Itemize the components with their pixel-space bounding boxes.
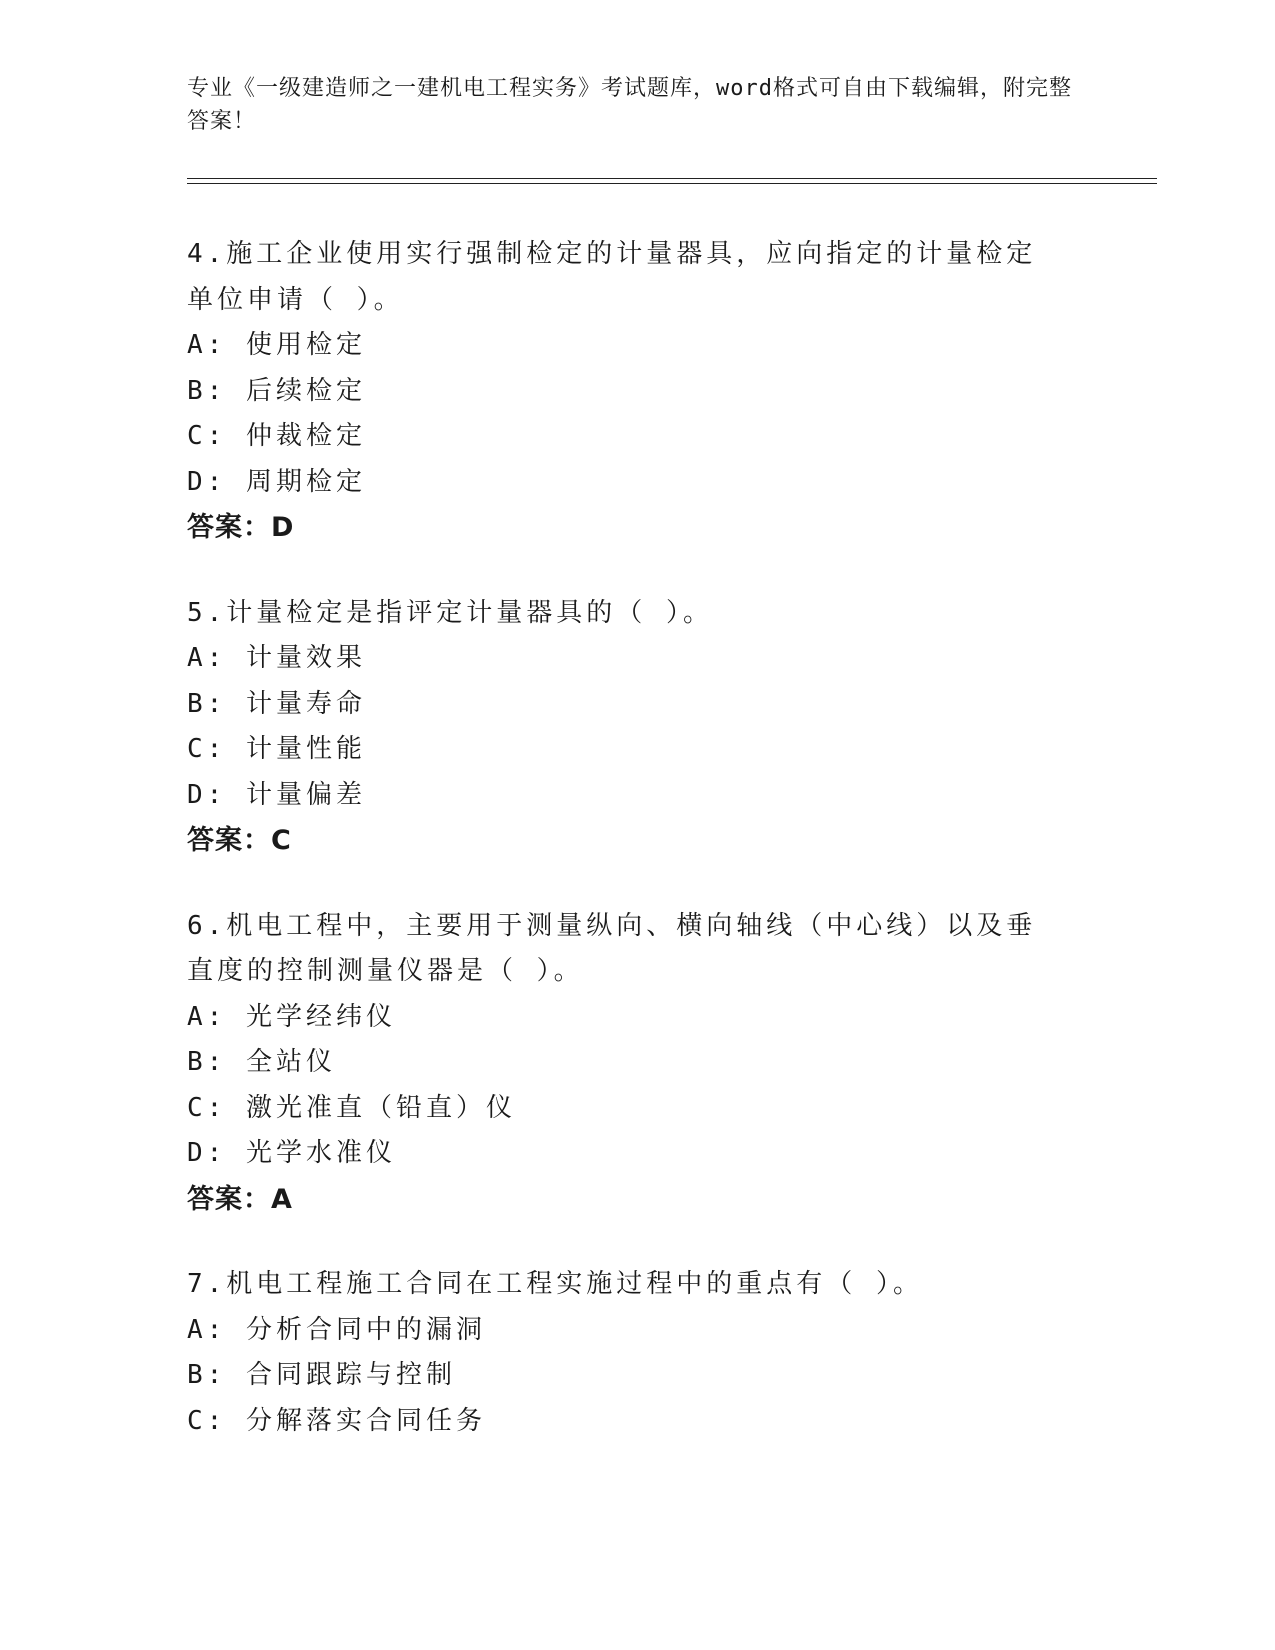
question-text: 4.施工企业使用实行强制检定的计量器具，应向指定的计量检定单位申请（ ）。 (187, 239, 1037, 315)
option-b: B: 计量寿命 (187, 688, 366, 719)
option-c: C: 激光准直（铅直）仪 (187, 1092, 516, 1123)
question-list (187, 232, 1087, 1484)
answer-line: 答案：D (187, 512, 295, 543)
question-text: 6.机电工程中，主要用于测量纵向、横向轴线（中心线）以及垂直度的控制测量仪器是（ ）。 (187, 910, 1037, 986)
question-item (187, 1262, 1087, 1444)
option-c: C: 仲裁检定 (187, 421, 366, 451)
option-d: D: 计量偏差 (187, 779, 366, 810)
question-text: 5.计量检定是指评定计量器具的（ ）。 (187, 597, 713, 628)
option-b: B: 后续检定 (187, 375, 366, 406)
option-c: C: 分解落实合同任务 (187, 1405, 486, 1436)
option-b: B: 全站仪 (187, 1047, 336, 1077)
question-text: 7.机电工程施工合同在工程实施过程中的重点有（ ）。 (187, 1269, 923, 1299)
answer-line: 答案：C (187, 825, 292, 856)
option-a: A: 光学经纬仪 (187, 1001, 396, 1032)
option-d: D: 周期检定 (187, 466, 366, 497)
option-a: A: 计量效果 (187, 643, 366, 673)
option-a: A: 使用检定 (187, 330, 366, 360)
answer-line: 答案：A (187, 1183, 293, 1215)
document-intro: 专业《一级建造师之一建机电工程实务》考试题库，word格式可自由下载编辑，附完整答案！ (187, 76, 1072, 134)
option-a: A: 分析合同中的漏洞 (187, 1314, 486, 1345)
question-item (187, 232, 1087, 551)
question-item (187, 904, 1087, 1223)
question-item (187, 591, 1087, 864)
option-d: D: 光学水准仪 (187, 1138, 396, 1168)
option-c: C: 计量性能 (187, 734, 366, 764)
option-b: B: 合同跟踪与控制 (187, 1360, 456, 1390)
header-divider (187, 178, 1157, 184)
